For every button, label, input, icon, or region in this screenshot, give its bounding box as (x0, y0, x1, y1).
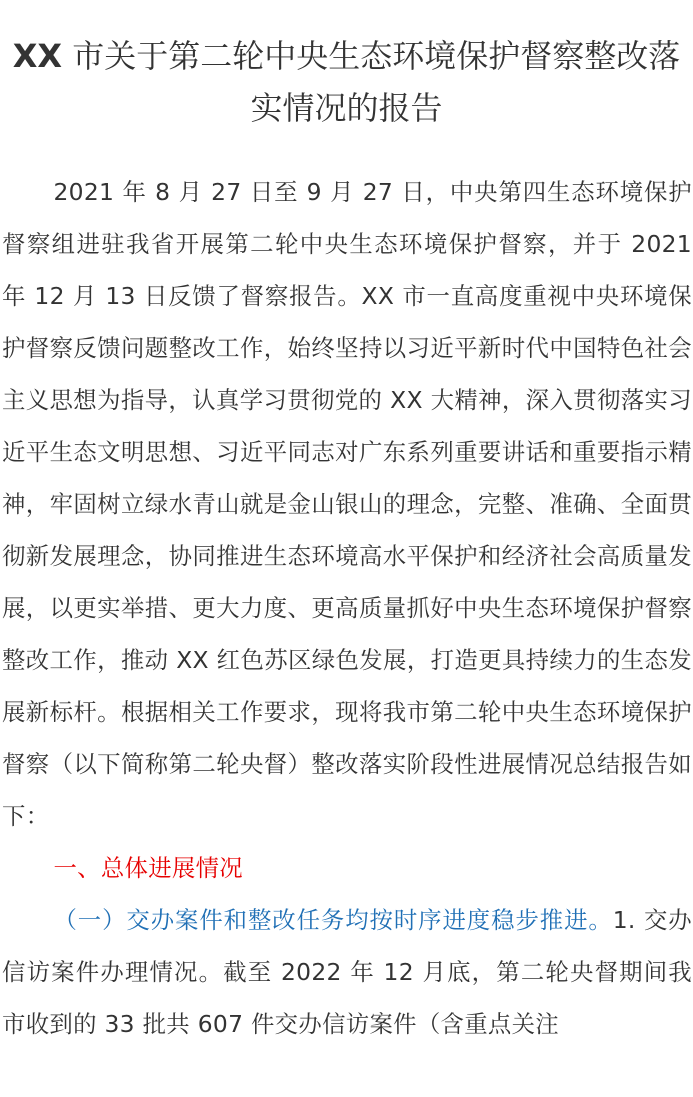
intro-paragraph: 2021 年 8 月 27 日至 9 月 27 日，中央第四生态环境保护督察组进驻我省开展第二轮中央生态环境保护督察，并于 2021 年 12 月 13 日反馈了督察报告。XX 市一直高度重视中央环境保护督察反馈问题整改工作，始终坚持以习近平新时代中国特色社会主义思想为指导，认真学习贯彻党的 XX 大精神，深入贯彻落实习近平生态文明思想、习近平同志对广东系列重要讲话和重要指示精神，牢固树立绿水青山就是金山银山的理念，完整、准确、全面贯彻新发展理念，协同推进生态环境高水平保护和经济社会高质量发展，以更实举措、更大力度、更高质量抓好中央生态环境保护督察整改工作，推动 XX 红色苏区绿色发展，打造更具持续力的生态发展新标杆。根据相关工作要求，现将我市第二轮中央生态环境保护督察（以下简称第二轮央督）整改落实阶段性进展情况总结报告如下： (2, 178, 692, 830)
document-title (0, 0, 693, 134)
subsection-text: 1. 交办信访案件办理情况。截至 2022 年 12 月底，第二轮央督期间我市收到的 33 批共 607 件交办信访案件（含重点关注 (2, 906, 692, 1038)
title-text: 市关于第二轮中央生态环境保护督察整改落实情况的报告 (62, 37, 681, 127)
section-heading-overall-progress: 一、总体进展情况 (53, 854, 243, 882)
subsection-heading: （一）交办案件和整改任务均按时序进度稳步推进。 (53, 906, 613, 934)
subsection-paragraph (0, 894, 693, 1050)
title-prefix: XX (12, 37, 63, 75)
